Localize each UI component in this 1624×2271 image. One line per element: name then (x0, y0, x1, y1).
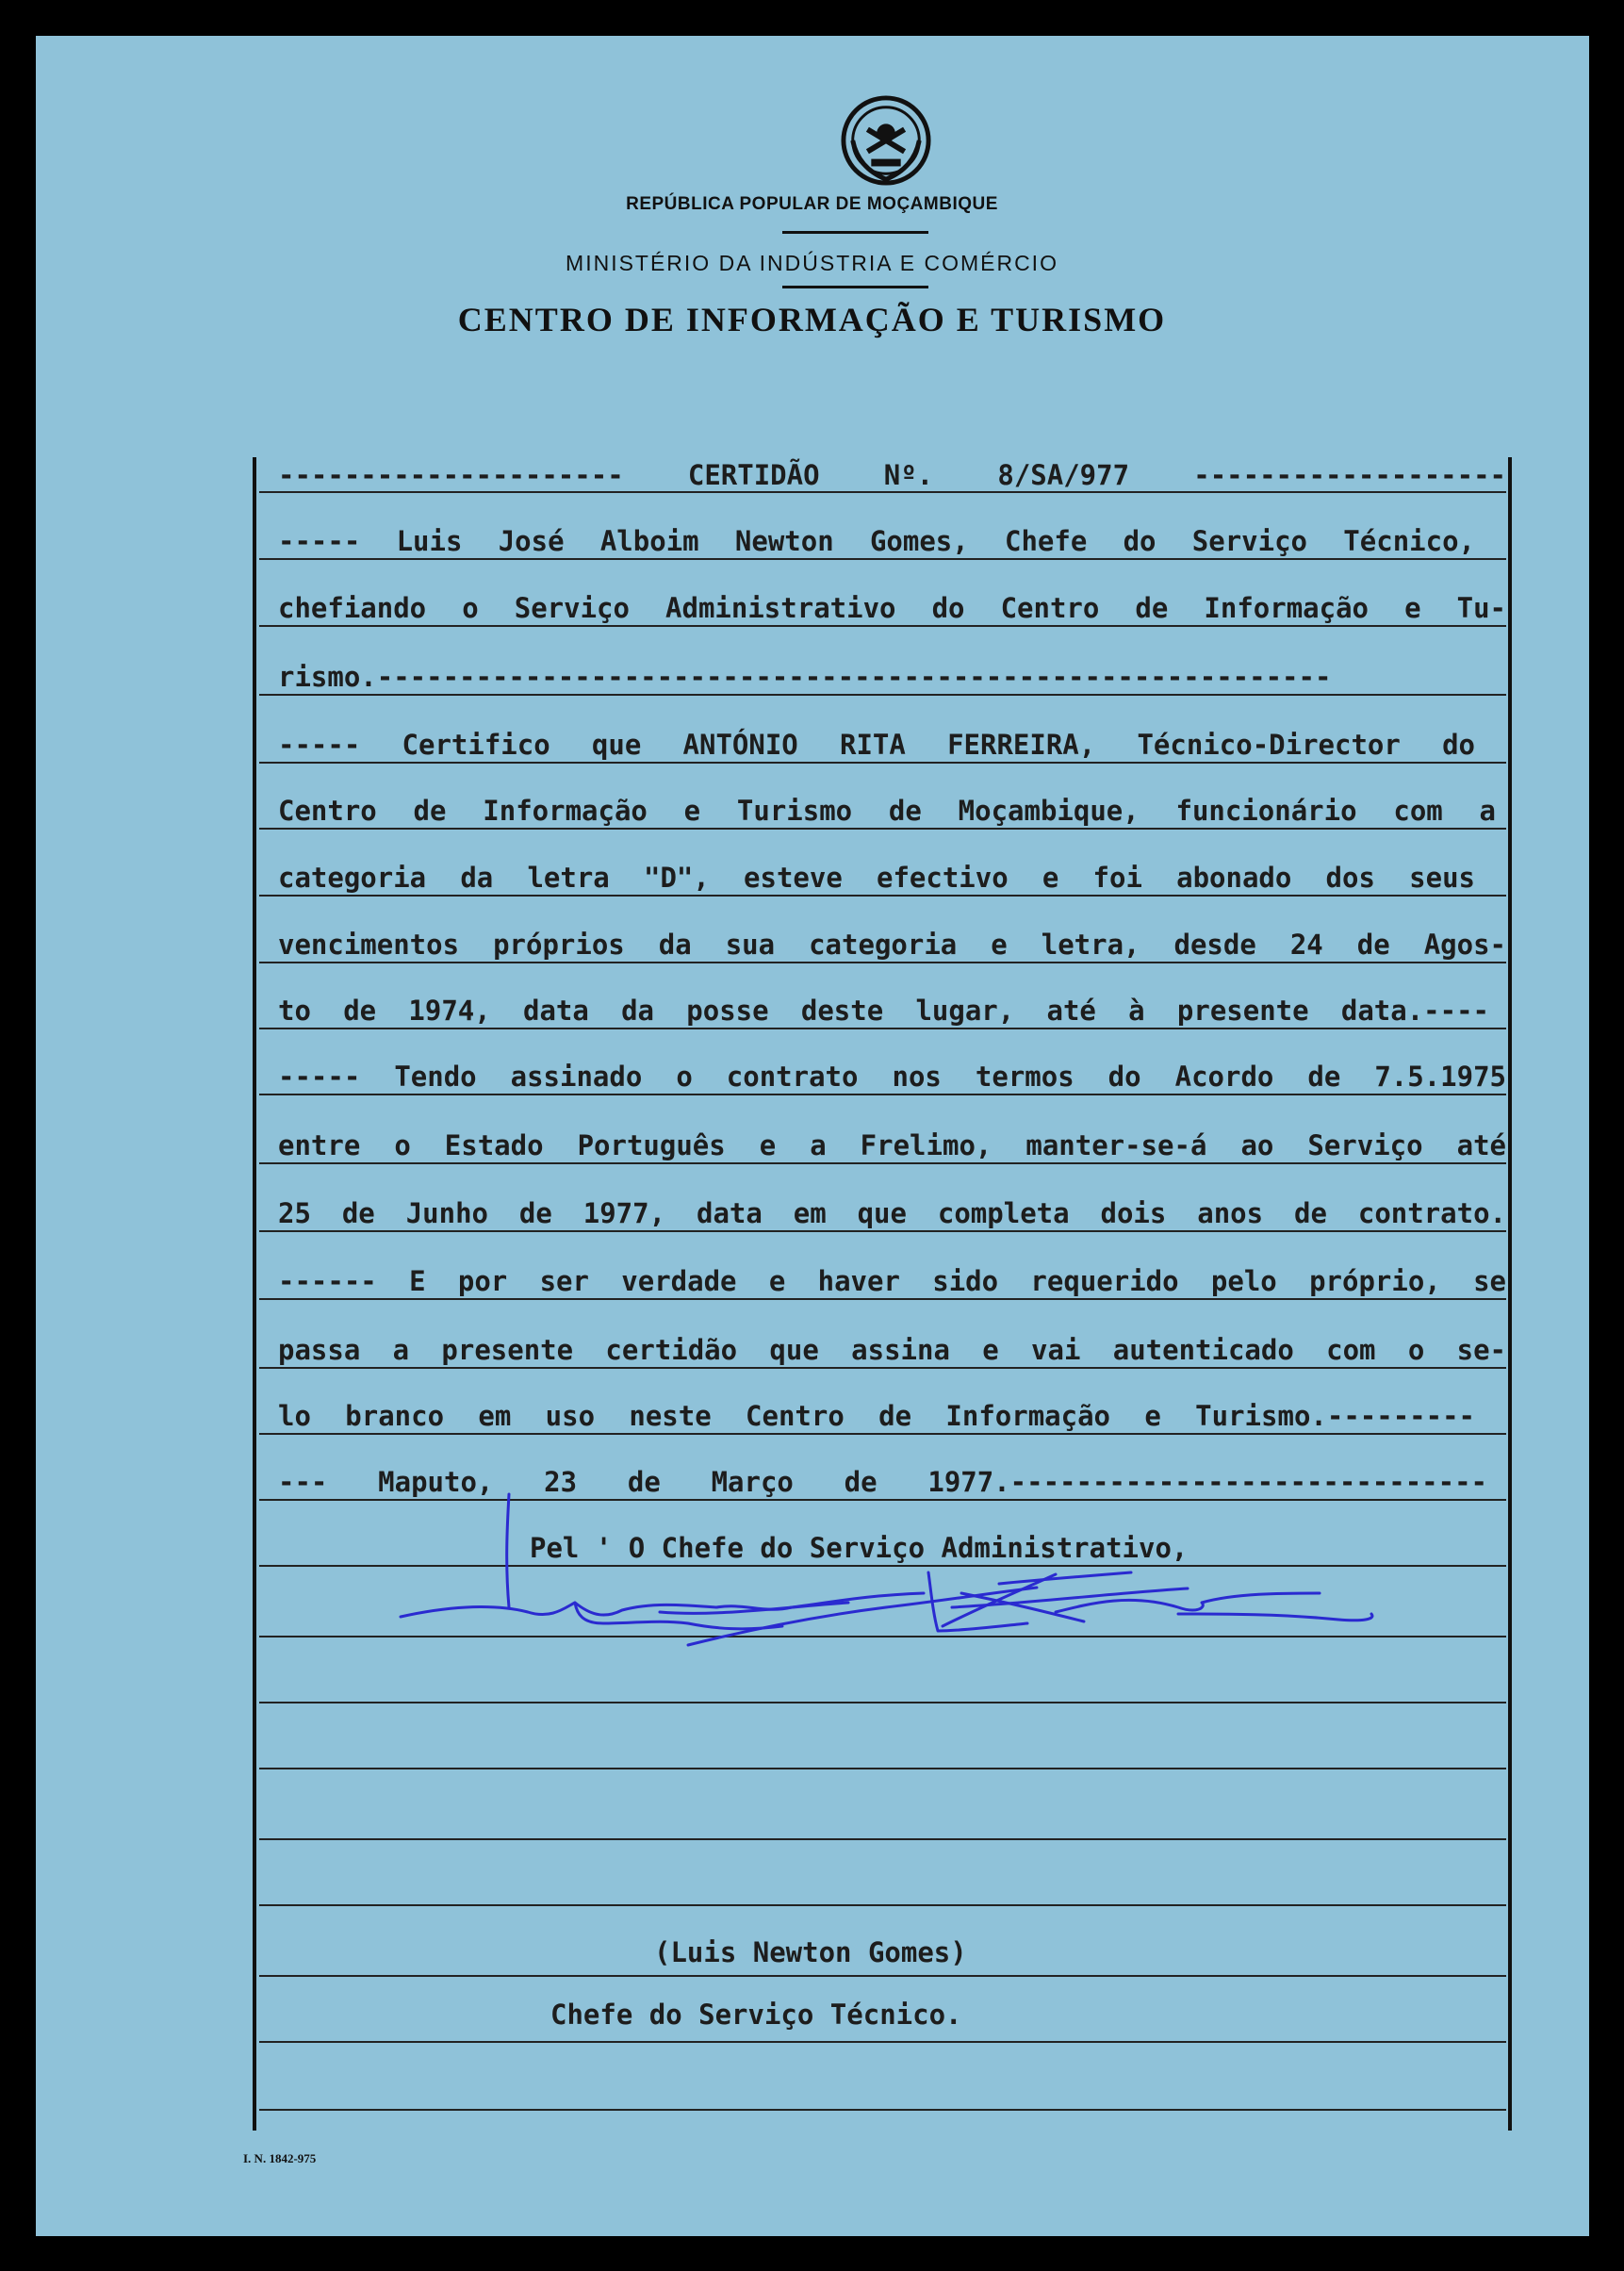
ruled-line (259, 1702, 1506, 1703)
ruled-line (259, 1565, 1506, 1567)
body-line: 25 de Junho de 1977, data em que completa dois anos de contrato. (278, 1197, 1506, 1229)
ministry-heading: MINISTÉRIO DA INDÚSTRIA E COMÉRCIO (566, 251, 1058, 275)
ruled-line (259, 1367, 1506, 1369)
coat-of-arms-emblem (840, 94, 932, 187)
republic-heading: REPÚBLICA POPULAR DE MOÇAMBIQUE (626, 194, 998, 214)
ruled-line (259, 1499, 1506, 1501)
header-divider (782, 286, 928, 288)
signatory-role: Pel ' O Chefe do Serviço Administrativo, (530, 1532, 1189, 1564)
body-line: ------ E por ser verdade e haver sido requerido pelo próprio, se (278, 1265, 1506, 1297)
ruled-line (259, 1028, 1506, 1029)
body-line: chefiando o Serviço Administrativo do Centro de Informação e Tu- (278, 592, 1506, 624)
body-line: Centro de Informação e Turismo de Moçambique, funcionário com a (278, 795, 1496, 827)
date-line: --- Maputo, 23 de Março de 1977.----------------------------- (278, 1466, 1487, 1498)
body-line: entre o Estado Português e a Frelimo, manter-se-á ao Serviço até (278, 1129, 1506, 1161)
ruled-line (259, 962, 1506, 963)
right-margin-line (1508, 457, 1512, 2131)
body-line: ----- Certifico que ANTÓNIO RITA FERREIRA, Técnico-Director do (278, 729, 1475, 761)
ruled-line (259, 694, 1506, 696)
ruled-line (259, 1298, 1506, 1300)
ruled-line (259, 1975, 1506, 1977)
left-margin-line (253, 457, 256, 2131)
body-line: lo branco em uso neste Centro de Informação e Turismo.--------- (278, 1400, 1475, 1432)
signatory-title: Chefe do Serviço Técnico. (550, 1999, 962, 2031)
printer-mark: I. N. 1842-975 (243, 2151, 317, 2165)
ruled-line (259, 1904, 1506, 1906)
ruled-line (259, 1230, 1506, 1232)
ruled-line (259, 762, 1506, 764)
ruled-line (259, 491, 1506, 493)
ruled-line (259, 2041, 1506, 2043)
body-line: passa a presente certidão que assina e vai autenticado com o se- (278, 1334, 1506, 1366)
ruled-line (259, 1838, 1506, 1840)
center-heading: CENTRO DE INFORMAÇÃO E TURISMO (457, 301, 1167, 338)
body-line: categoria da letra "D", esteve efectivo e foi abonado dos seus (278, 862, 1475, 894)
body-line: to de 1974, data da posse deste lugar, até à presente data.---- (278, 995, 1489, 1027)
body-line: ----- Luis José Alboim Newton Gomes, Chefe do Serviço Técnico, (278, 525, 1475, 557)
ruled-line (259, 1094, 1506, 1095)
ruled-line (259, 895, 1506, 897)
ruled-line (259, 2109, 1506, 2111)
ruled-line (259, 558, 1506, 560)
certificate-title-line: --------------------- CERTIDÃO Nº. 8/SA/977 ------------------- (278, 459, 1506, 491)
ruled-line (259, 1162, 1506, 1164)
ruled-line (259, 1768, 1506, 1769)
signatory-name: (Luis Newton Gomes) (654, 1936, 967, 1968)
ruled-line (259, 1433, 1506, 1435)
body-line: rismo.---------------------------------------------------------- (278, 661, 1332, 693)
body-line: ----- Tendo assinado o contrato nos termos do Acordo de 7.5.1975 (278, 1061, 1506, 1093)
header-divider (782, 231, 928, 234)
body-line: vencimentos próprios da sua categoria e letra, desde 24 de Agos- (278, 929, 1506, 961)
ruled-line (259, 1636, 1506, 1637)
ruled-line (259, 828, 1506, 830)
ruled-line (259, 625, 1506, 627)
